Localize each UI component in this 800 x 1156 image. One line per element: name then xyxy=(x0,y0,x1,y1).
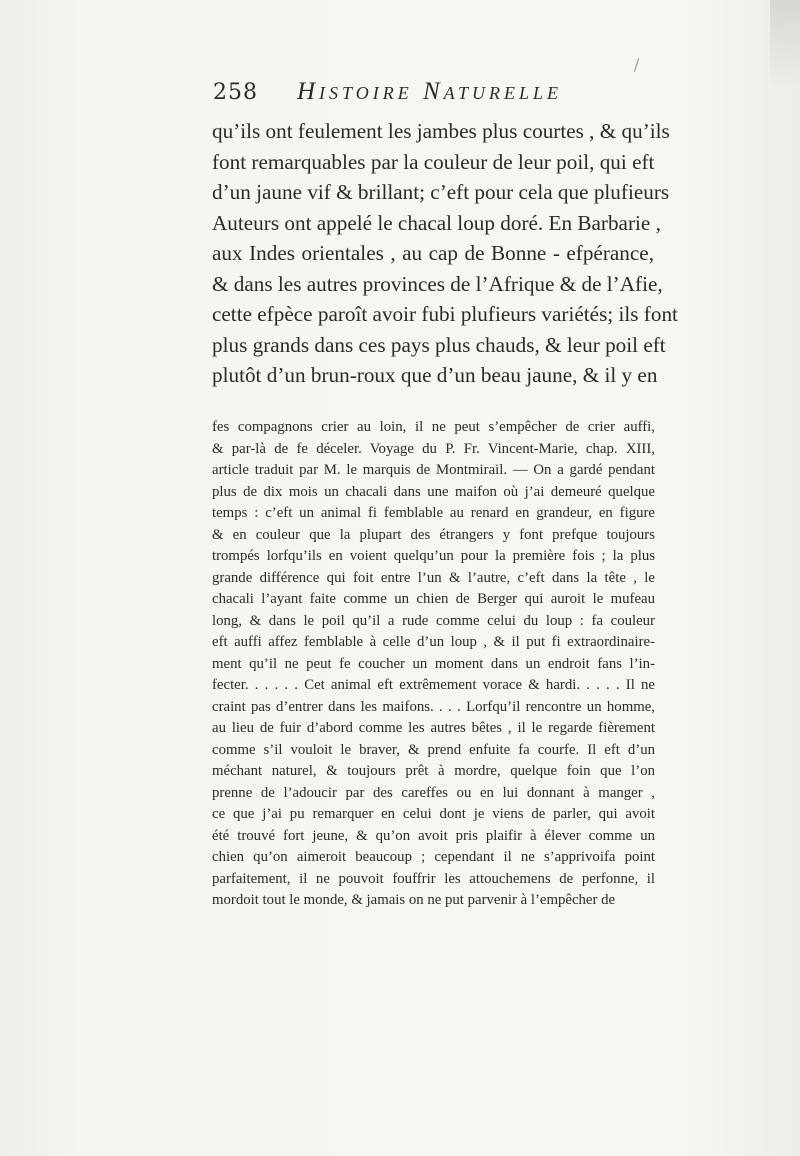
footnote-line: mordoit tout le monde, & jamais on ne put parvenir à l’empêcher de xyxy=(212,892,616,908)
page-corner-shadow xyxy=(770,0,800,90)
running-head: Histoire Naturelle xyxy=(297,78,562,105)
footnote-line: au lieu de fuir d’abord comme les autres bêtes , il le regarde fièrement xyxy=(212,720,655,736)
text-line: aux Indes orientales , au cap de Bonne - efpérance, xyxy=(212,241,654,265)
footnote-line: article traduit par M. le marquis de Montmirail. — On a gardé pendant xyxy=(212,462,655,478)
footnote-line: fes compagnons crier au loin, il ne peut s’empêcher de crier auffi, xyxy=(212,419,655,435)
footnote-line: temps : c’eft un animal fi femblable au renard en grandeur, en figure xyxy=(212,505,655,521)
text-line: & dans les autres provinces de l’Afrique & de l’Afie, xyxy=(212,271,663,296)
text-line: d’un jaune vif & brillant; c’eft pour cela que plufieurs xyxy=(212,180,670,204)
footnote-line: grande différence qui foit entre l’un & l’autre, c’eft dans la tête , le xyxy=(212,569,655,586)
footnote-line: eft auffi affez femblable à celle d’un loup , & il put fi extraordinaire- xyxy=(212,634,655,650)
footnote-line: fecter. . . . . . Cet animal eft extrêmement vorace & hardi. . . . . Il ne xyxy=(212,677,655,693)
text-line: Auteurs ont appelé le chacal loup doré. En Barbarie , xyxy=(212,210,661,235)
text-line: plus grands dans ces pays plus chauds, & leur poil eft xyxy=(212,332,666,357)
footnote-line: craint pas d’entrer dans les maifons. . . . Lorfqu’il rencontre un homme, xyxy=(212,698,655,715)
footnote-line: ce que j’ai pu remarquer en celui dont je viens de parler, qui avoit xyxy=(212,806,655,822)
footnote-line: long, & dans le poil qu’il a rude comme celui du loup : fa couleur xyxy=(212,612,655,629)
ink-mark xyxy=(634,58,639,72)
footnote-line: comme s’il vouloit le braver, & prend enfuite fa courfe. Il eft d’un xyxy=(212,741,655,758)
text-line: qu’ils ont feulement les jambes plus courtes , & qu’ils xyxy=(212,119,670,143)
text-line: plutôt d’un brun-roux que d’un beau jaune, & il y en xyxy=(212,363,658,387)
page-number: 258 xyxy=(213,80,258,105)
text-line: cette efpèce paroît avoir fubi plufieurs variétés; ils font xyxy=(212,302,678,326)
footnote-line: chien qu’on aimeroit beaucoup ; cependant il ne s’apprivoifa point xyxy=(212,849,655,865)
text-line: font remarquables par la couleur de leur poil, qui eft xyxy=(212,149,655,174)
page-header xyxy=(213,78,663,118)
footnote-line: chacali l’ayant faite comme un chien de Berger qui auroit le mufeau xyxy=(212,591,655,607)
main-paragraph xyxy=(212,116,678,391)
footnote-line: été trouvé fort jeune, & qu’on avoit pris plaifir à élever comme un xyxy=(212,827,655,844)
footnote-line: parfaitement, il ne pouvoit fouffrir les attouchemens de perfonne, il xyxy=(212,870,655,887)
footnote-line: trompés lorfqu’ils en voient quelqu’un pour la première fois ; la plus xyxy=(212,548,655,564)
footnote-line: & en couleur que la plupart des étrangers y font prefque toujours xyxy=(212,526,655,543)
footnote-line: plus de dix mois un chacali dans une maifon où j’ai demeuré quelque xyxy=(212,483,655,500)
footnote-paragraph xyxy=(212,417,655,912)
footnote-line: prenne de l’adoucir par des careffes ou en lui donnant à manger , xyxy=(212,784,655,801)
footnote-line: méchant naturel, & toujours prêt à mordre, quelque foin que l’on xyxy=(212,763,655,779)
footnote-line: & par-là de fe déceler. Voyage du P. Fr. Vincent-Marie, chap. XIII, xyxy=(212,440,655,457)
footnote-line: ment qu’il ne peut fe coucher un moment dans un endroit fans l’in- xyxy=(212,655,655,672)
